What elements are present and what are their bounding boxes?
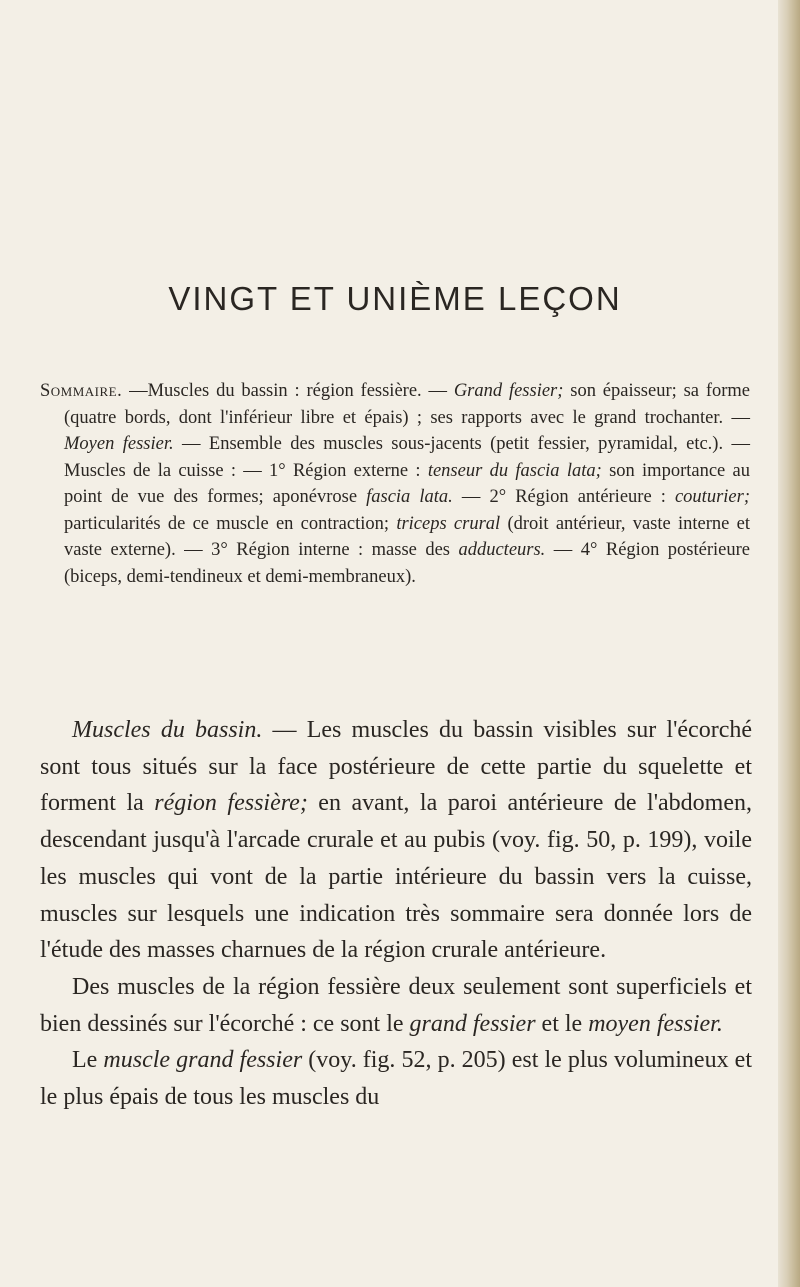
summary-term: triceps crural bbox=[396, 513, 501, 534]
paragraph-text: et le bbox=[535, 1010, 589, 1037]
term: muscle grand fessier bbox=[103, 1047, 303, 1074]
section-heading: Muscles du bassin. bbox=[72, 717, 263, 743]
paragraph-text: en avant, la paroi antérieure de l'abdomen, descendant jusqu'à l'arcade crurale et au pubis (voy. fig. 50, p. 199), voile les muscles qui vont de la partie intérieure du bassin vers la cuisse, muscles sur lesquels une indication très sommaire sera donnée lors de l'étude des masses charnues de la région crurale antérieure. bbox=[40, 790, 753, 964]
term: moyen fessier. bbox=[588, 1010, 723, 1037]
summary-text: — 4° Région postérieure (biceps, demi-tendineux et demi-membraneux). bbox=[64, 540, 750, 587]
summary-text: son épaisseur; sa forme (quatre bords, dont l'inférieur libre et épais) ; ses rapports avec le grand trochanter. — bbox=[64, 381, 750, 428]
chapter-title: VINGT ET UNIÈME LEÇON bbox=[168, 280, 622, 317]
term: région fessière; bbox=[154, 790, 308, 817]
summary-term: fascia lata. bbox=[366, 487, 453, 507]
summary-text: —Muscles du bassin : région fessière. — bbox=[122, 381, 454, 401]
body-text bbox=[40, 712, 752, 1116]
summary-term: adducteurs. bbox=[458, 540, 546, 560]
paragraph-muscles-bassin bbox=[40, 712, 752, 969]
summary-text: (droit antérieur, vaste interne et vaste externe). — 3° Région interne : masse des bbox=[64, 513, 750, 560]
paragraph-grand-fessier bbox=[40, 1042, 752, 1115]
page-edge bbox=[778, 0, 800, 1287]
summary-text: — Ensemble des muscles sous-jacents (petit fessier, pyramidal, etc.). — Muscles de la cuisse : — 1° Région externe : bbox=[64, 434, 750, 481]
paragraph-region-fessiere bbox=[40, 969, 752, 1042]
summary-term: couturier; bbox=[674, 487, 750, 507]
summary-text: son importance au point de vue des formes; aponévrose bbox=[64, 460, 751, 507]
summary-term: tenseur du fascia lata; bbox=[427, 460, 602, 481]
summary-label: Sommaire. bbox=[40, 381, 123, 401]
paragraph-text: — Les muscles du bassin visibles sur l'écorché sont tous situés sur la face postérieure de cette partie du squelette et forment la bbox=[40, 717, 753, 817]
paragraph-text: Le bbox=[72, 1047, 104, 1074]
term: grand fessier bbox=[409, 1010, 536, 1037]
paragraph-text: (voy. fig. 52, p. 205) est le plus volumineux et le plus épais de tous les muscles du bbox=[40, 1047, 752, 1111]
summary-block bbox=[40, 378, 750, 590]
summary-term: Moyen fessier. bbox=[64, 434, 174, 454]
summary-paragraph bbox=[40, 378, 750, 590]
summary-text: — 2° Région antérieure : bbox=[452, 487, 675, 507]
summary-term: Grand fessier; bbox=[453, 381, 564, 401]
summary-text: particularités de ce muscle en contraction; bbox=[64, 513, 397, 534]
paragraph-text: Des muscles de la région fessière deux seulement sont superficiels et bien dessinés sur l'écorché : ce sont le bbox=[40, 973, 752, 1037]
